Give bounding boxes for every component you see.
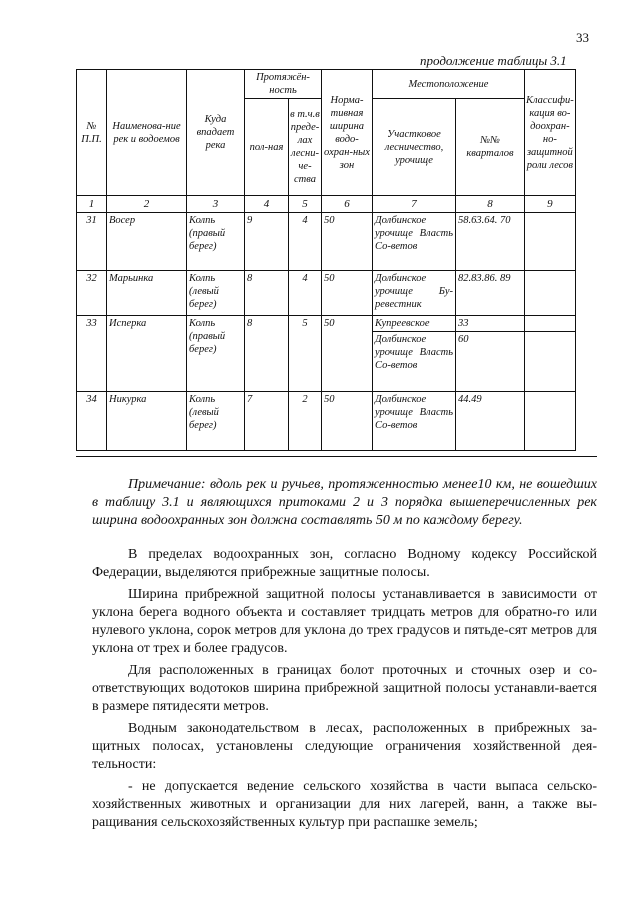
column-number: 3 — [187, 196, 245, 213]
cell-flows-into: Колпь (правый берег) — [187, 213, 245, 271]
cell-flows-into: Колпь (левый берег) — [187, 271, 245, 316]
cell-length-total: 8 — [245, 316, 289, 392]
cell-name: Никурка — [107, 392, 187, 451]
paragraph: Водным законодательством в лесах, расположенных в прибрежных за-щитных полосах, установлены следующие ограничения хозяйственной дея-тельности: — [92, 721, 597, 772]
table-row — [77, 392, 576, 451]
cell-flows-into: Колпь (правый берег) — [187, 316, 245, 392]
cell-name: Исперка — [107, 316, 187, 392]
cell-name: Восер — [107, 213, 187, 271]
column-number: 7 — [373, 196, 456, 213]
cell-quarters: 58.63.64. 70 — [456, 213, 525, 271]
cell-classification — [525, 213, 576, 271]
cell-length-total: 9 — [245, 213, 289, 271]
column-number: 1 — [77, 196, 107, 213]
cell-zone-width: 50 — [322, 316, 373, 392]
cell-forestry-area: Долбинское урочище Власть Со-ветов — [373, 332, 456, 392]
cell-num: 32 — [77, 271, 107, 316]
table-row — [77, 316, 576, 332]
cell-quarters: 33 — [456, 316, 525, 332]
table-bottom-rule — [76, 456, 597, 457]
header-location-group: Местоположение — [373, 70, 525, 99]
header-length-in-forest: в т.ч.в преде-лах лесни-че-ства — [289, 99, 322, 196]
header-flows-into: Куда впадает река — [187, 70, 245, 196]
cell-zone-width: 50 — [322, 392, 373, 451]
header-quarters: №№ кварталов — [456, 99, 525, 196]
cell-quarters: 44.49 — [456, 392, 525, 451]
column-number: 6 — [322, 196, 373, 213]
paragraph: В пределах водоохранных зон, согласно Водному кодексу Российской Федерации, выделяются прибрежные защитные полосы. — [92, 547, 597, 580]
cell-name: Марьинка — [107, 271, 187, 316]
list-item: - не допускается ведение сельского хозяйства в части выпаса сельско-хозяйственных животных и организации для них лагерей, ванн, а также вы-ращивания сельскохозяйственных культур при распашке земель; — [92, 779, 597, 830]
cell-length-in-forest: 4 — [289, 271, 322, 316]
cell-forestry-area: Долбинское урочище Власть Со-ветов — [373, 213, 456, 271]
cell-length-in-forest: 2 — [289, 392, 322, 451]
cell-quarters: 60 — [456, 332, 525, 392]
body-text — [92, 546, 597, 832]
cell-num: 33 — [77, 316, 107, 392]
column-number: 8 — [456, 196, 525, 213]
cell-num: 31 — [77, 213, 107, 271]
paragraph: Для расположенных в границах болот проточных и сточных озер и со-ответствующих водотоков ширина прибрежной защитной полосы устанавли-вается в размере пятидесяти метров. — [92, 663, 597, 714]
cell-length-in-forest: 4 — [289, 213, 322, 271]
cell-forestry-area: Купреевское — [373, 316, 456, 332]
cell-zone-width: 50 — [322, 271, 373, 316]
cell-classification — [525, 392, 576, 451]
note-text: Примечание: вдоль рек и ручьев, протяженностью менее10 км, не вошедших в таблицу 3.1 и являющихся притоками 2 и 3 порядка вышеперечисленных рек ширина водоохранных зон должна составлять 50 м по каждому берегу. — [92, 477, 597, 528]
cell-classification — [525, 271, 576, 316]
header-length-total: пол-ная — [245, 99, 289, 196]
table-row — [77, 271, 576, 316]
table-caption: продолжение таблицы 3.1 — [420, 53, 567, 68]
header-zone-width: Норма-тивная ширина водо-охран-ных зон — [322, 70, 373, 196]
column-number: 5 — [289, 196, 322, 213]
column-number: 4 — [245, 196, 289, 213]
header-forestry-area: Участковое лесничество, урочище — [373, 99, 456, 196]
column-number: 9 — [525, 196, 576, 213]
header-num: № П.П. — [77, 70, 107, 196]
cell-length-total: 8 — [245, 271, 289, 316]
page-number: 33 — [576, 30, 589, 45]
cell-length-total: 7 — [245, 392, 289, 451]
cell-quarters: 82.83.86. 89 — [456, 271, 525, 316]
cell-num: 34 — [77, 392, 107, 451]
rivers-table — [76, 69, 576, 451]
cell-zone-width: 50 — [322, 213, 373, 271]
cell-classification — [525, 332, 576, 392]
header-name: Наименова-ние рек и водоемов — [107, 70, 187, 196]
cell-flows-into: Колпь (левый берег) — [187, 392, 245, 451]
header-length-group: Протяжён-ность — [245, 70, 322, 99]
table-row — [77, 213, 576, 271]
table-note — [92, 476, 597, 530]
cell-forestry-area: Долбинское урочище Власть Со-ветов — [373, 392, 456, 451]
header-classification: Классифи-кация во-доохран-но-защитной роли лесов — [525, 70, 576, 196]
paragraph: Ширина прибрежной защитной полосы устанавливается в зависимости от уклона берега водного объекта и составляет тридцать метров для обратно-го или нулевого уклона, сорок метров для уклона до трех градусов и пятьде-сят метров для уклона от трех и более градусов. — [92, 587, 597, 656]
cell-forestry-area: Долбинское урочище Бу-ревестник — [373, 271, 456, 316]
column-number: 2 — [107, 196, 187, 213]
cell-classification — [525, 316, 576, 332]
cell-length-in-forest: 5 — [289, 316, 322, 392]
